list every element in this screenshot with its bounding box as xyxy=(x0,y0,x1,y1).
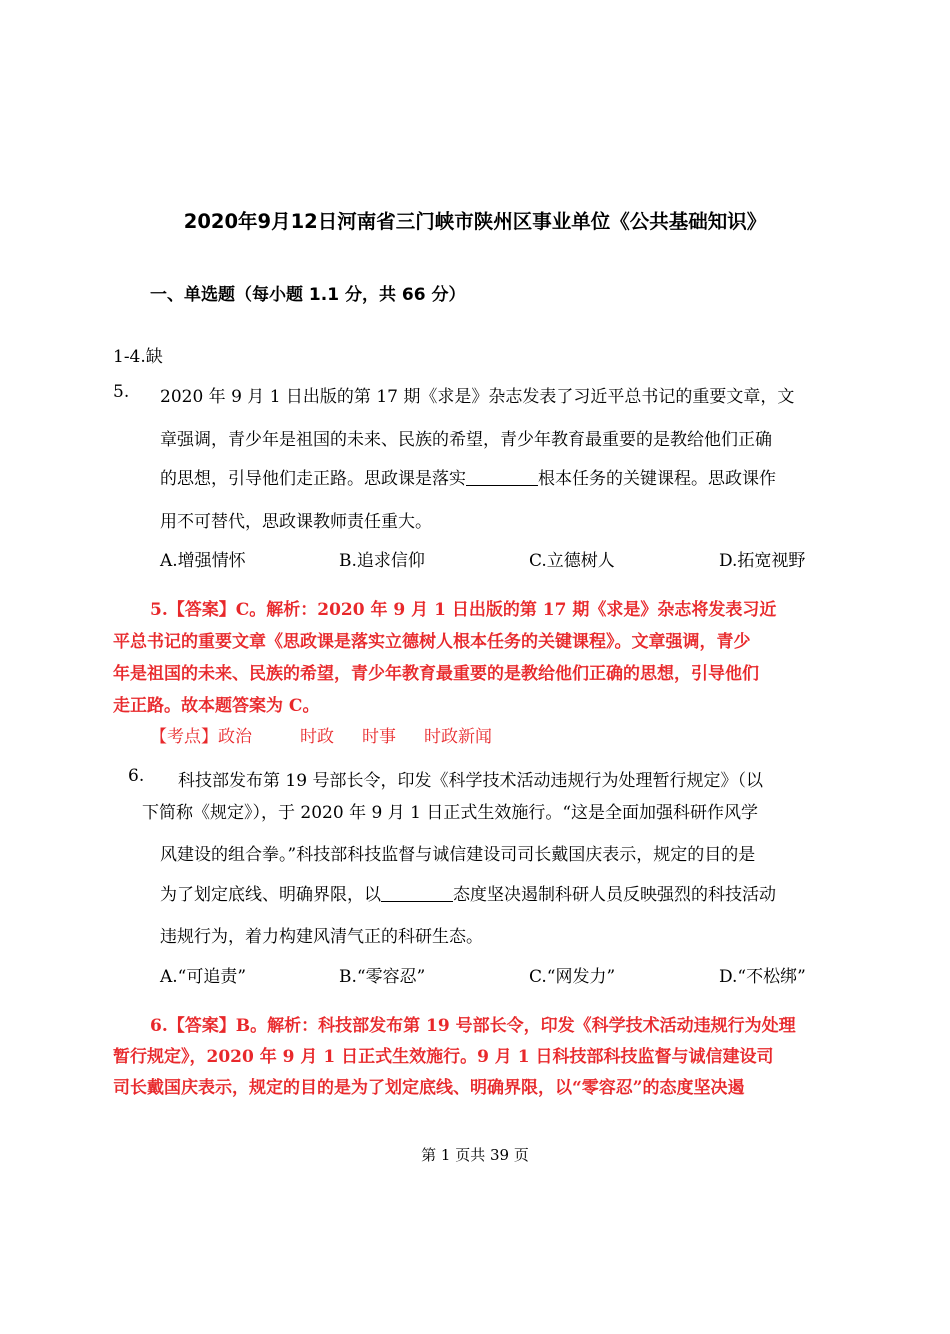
answer-line: 走正路。故本题答案为 C。 xyxy=(113,696,320,716)
option-a: A.“可追责” xyxy=(160,967,247,987)
question-line: 风建设的组合拳。”科技部科技监督与诚信建设司司长戴国庆表示，规定的目的是 xyxy=(160,845,756,865)
question-text: 根本任务的关键课程。思政课作 xyxy=(538,469,776,489)
section-heading: 一、单选题（每小题 1.1 分，共 66 分） xyxy=(150,285,466,305)
page-footer: 第 1 页共 39 页 xyxy=(421,1146,529,1164)
tag: 时政新闻 xyxy=(424,727,492,747)
answer-line: 6.【答案】B。解析：科技部发布第 19 号部长令，印发《科学技术活动违规行为处理 xyxy=(150,1016,796,1036)
document-title: 2020年9月12日河南省三门峡市陕州区事业单位《公共基础知识》 xyxy=(183,210,767,233)
answer-line: 5.【答案】C。解析：2020 年 9 月 1 日出版的第 17 期《求是》杂志将发表习近 xyxy=(150,600,777,620)
answer-line: 年是祖国的未来、民族的希望，青少年教育最重要的是教给他们正确的思想，引导他们 xyxy=(113,664,759,684)
answer-line: 司长戴国庆表示，规定的目的是为了划定底线、明确界限，以“零容忍”的态度坚决遏 xyxy=(113,1078,745,1098)
answer-line: 平总书记的重要文章《思政课是落实立德树人根本任务的关键课程》。文章强调，青少 xyxy=(113,632,751,652)
option-d: D.拓宽视野 xyxy=(719,551,806,571)
question-line: 用不可替代，思政课教师责任重大。 xyxy=(160,512,432,532)
option-c: C.“网发力” xyxy=(529,967,616,987)
question-text: 的思想，引导他们走正路。思政课是落实 xyxy=(160,469,466,489)
option-c: C.立德树人 xyxy=(529,551,615,571)
question-line: 章强调，青少年是祖国的未来、民族的希望，青少年教育最重要的是教给他们正确 xyxy=(160,430,772,450)
question-line: 违规行为，着力构建风清气正的科研生态。 xyxy=(160,927,483,947)
question-line xyxy=(160,880,776,905)
kaodian-tags xyxy=(150,722,492,747)
fill-blank xyxy=(466,468,538,486)
question-line: 科技部发布第 19 号部长令，印发《科学技术活动违规行为处理暂行规定》（以 xyxy=(178,771,763,791)
question-line: 下简称《规定》），于 2020 年 9 月 1 日正式生效施行。“这是全面加强科研作风学 xyxy=(142,803,759,823)
question-text: 态度坚决遏制科研人员反映强烈的科技活动 xyxy=(453,885,776,905)
question-line: 2020 年 9 月 1 日出版的第 17 期《求是》杂志发表了习近平总书记的重要文章，文 xyxy=(160,387,795,407)
tag: 时政 xyxy=(300,727,334,747)
tag: 时事 xyxy=(362,727,396,747)
question-number: 5. xyxy=(113,382,130,402)
option-b: B.追求信仰 xyxy=(339,551,425,571)
question-number: 6. xyxy=(128,766,145,786)
question-line xyxy=(160,464,776,489)
option-a: A.增强情怀 xyxy=(160,551,246,571)
missing-questions-note: 1-4.缺 xyxy=(113,347,163,367)
answer-line: 暂行规定》，2020 年 9 月 1 日正式生效施行。9 月 1 日科技部科技监督与诚信建设司 xyxy=(113,1047,774,1067)
option-b: B.“零容忍” xyxy=(339,967,426,987)
kaodian-label: 【考点】 xyxy=(150,727,218,747)
tag: 政治 xyxy=(218,727,252,747)
fill-blank xyxy=(381,884,453,902)
option-d: D.“不松绑” xyxy=(719,967,806,987)
question-text: 为了划定底线、明确界限，以 xyxy=(160,885,381,905)
